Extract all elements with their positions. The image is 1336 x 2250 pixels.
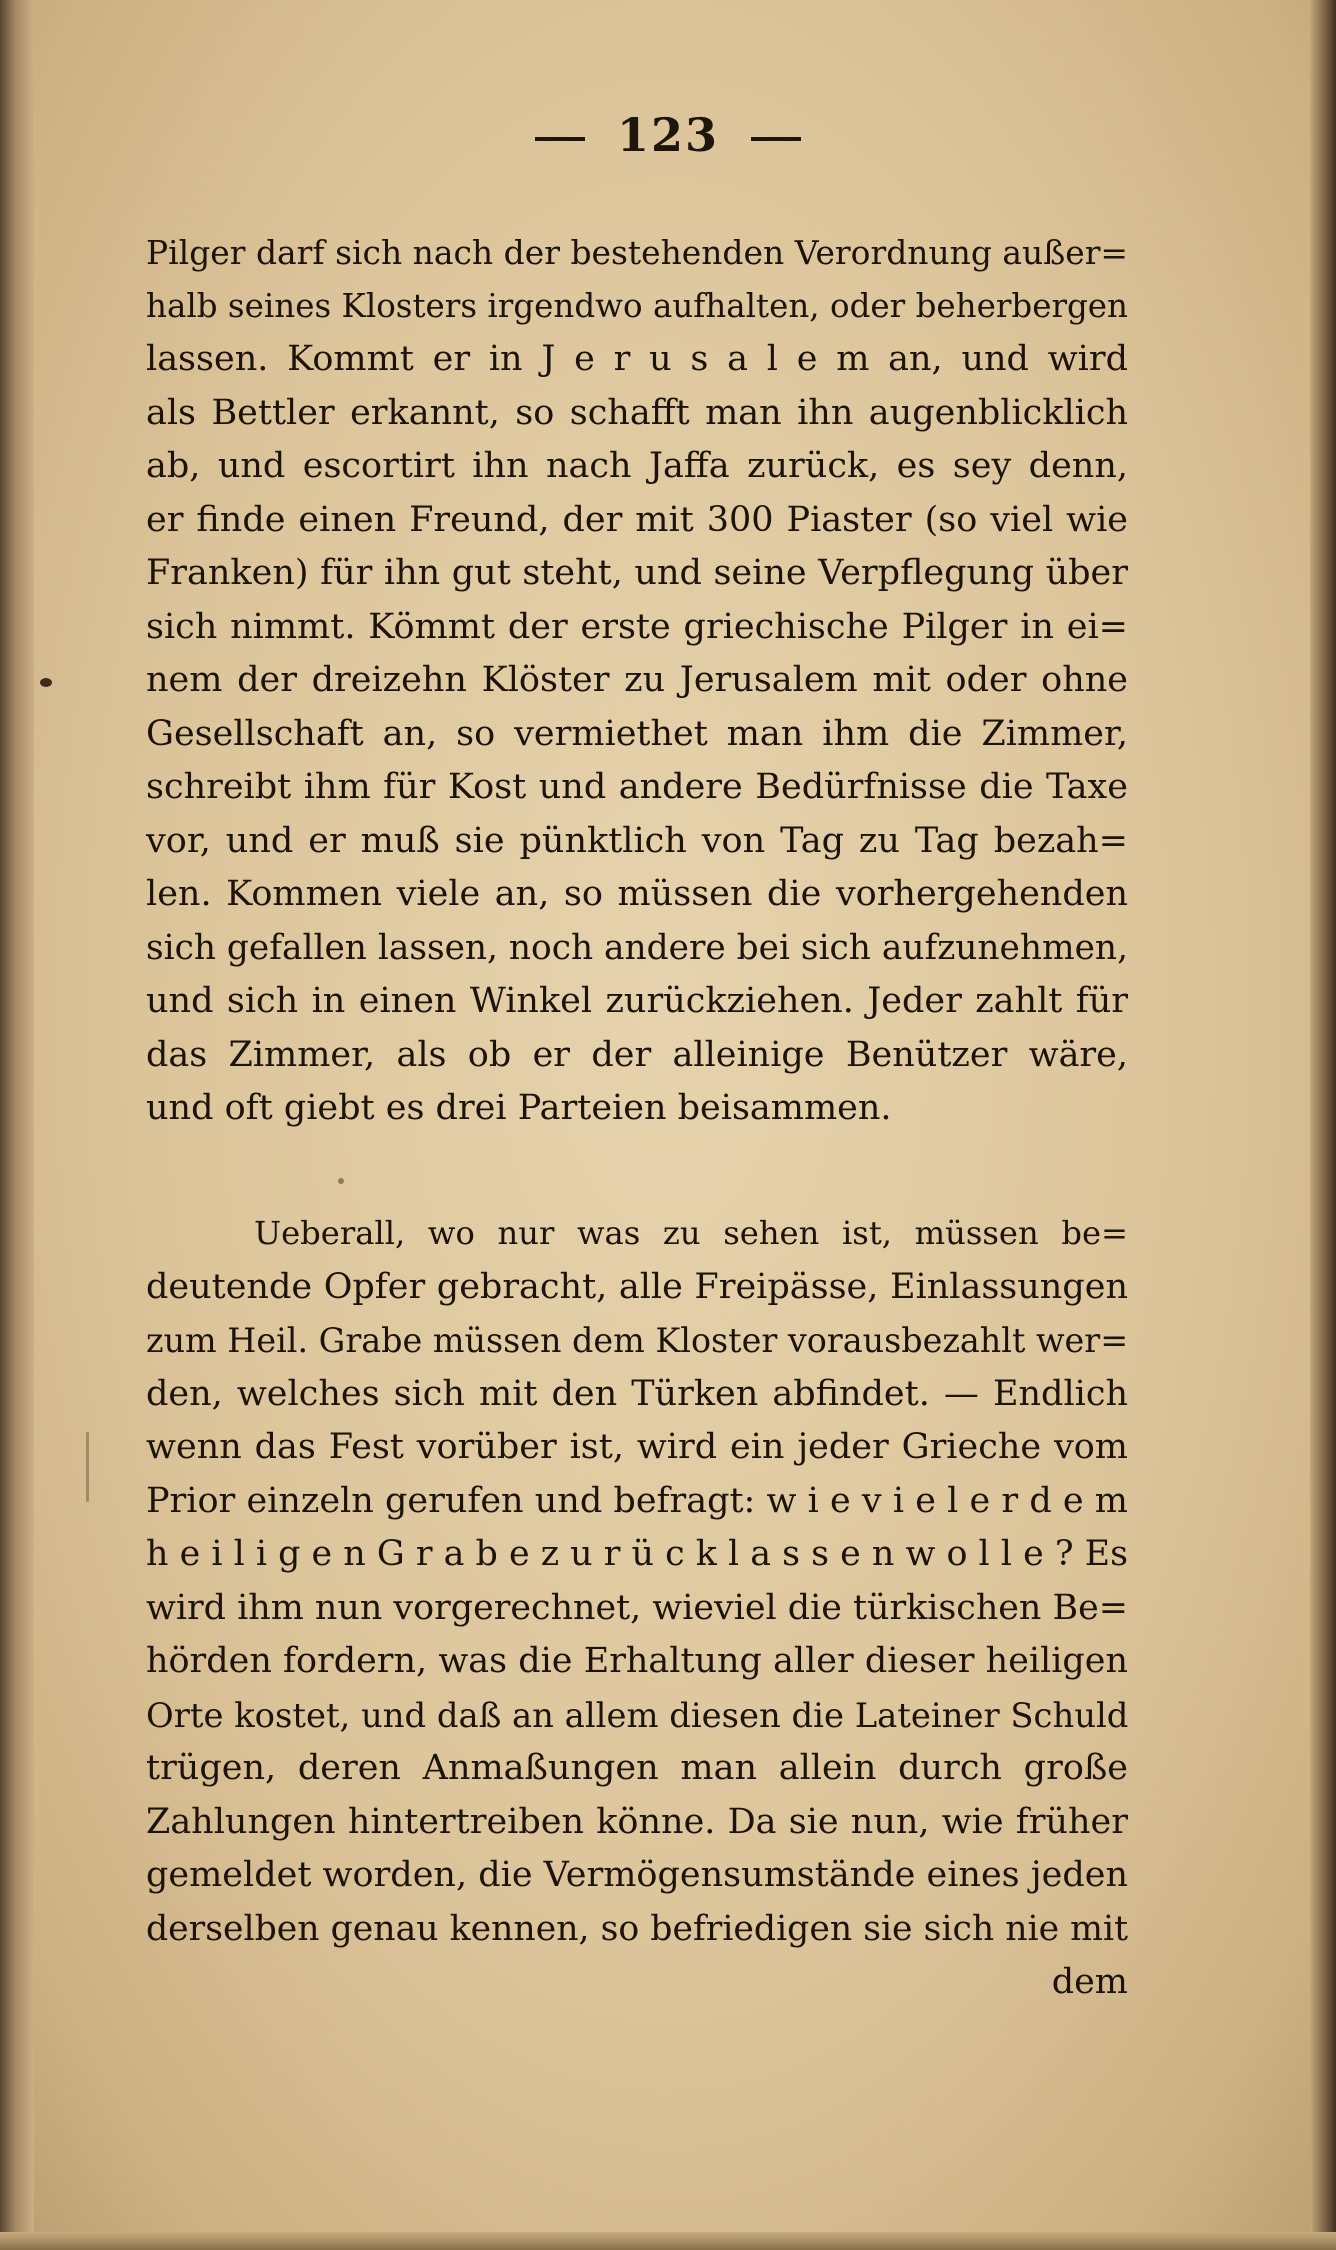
- text-line: wenn das Fest vorüber ist, wird ein jeder Grieche vom: [146, 1427, 1128, 1467]
- text-line: schreibt ihm für Kost und andere Bedürfnisse die Taxe: [146, 767, 1128, 807]
- text-line: als Bettler erkannt, so schafft man ihn augenblicklich: [146, 392, 1128, 433]
- ink-spot: [338, 1178, 344, 1184]
- page-edge: [1310, 0, 1336, 2250]
- paragraph-2: [146, 1207, 1128, 2010]
- text-line: das Zimmer, als ob er der alleinige Benützer wäre,: [146, 1034, 1128, 1075]
- text-line: sich nimmt. Kömmt der erste griechische Pilger in ei=: [146, 606, 1128, 647]
- text-line: Orte kostet, und daß an allem diesen die Lateiner Schuld: [146, 1695, 1129, 1735]
- header-dash-left: [535, 137, 585, 141]
- book-spine-shadow: [0, 0, 34, 2250]
- text-line: Prior einzeln gerufen und befragt: w i e v i e l e r d e m: [146, 1480, 1128, 1521]
- page-number: 123: [616, 108, 720, 162]
- text-line: sich gefallen lassen, noch andere bei sich aufzunehmen,: [146, 927, 1128, 968]
- text-line: lassen. Kommt er in J e r u s a l e m an, und wird: [146, 339, 1128, 379]
- text-line: Pilger darf sich nach der bestehenden Verordnung außer=: [146, 233, 1128, 272]
- text-line: gemeldet worden, die Vermögensumstände eines jeden: [146, 1855, 1128, 1895]
- paragraph-1: [146, 226, 1128, 1136]
- ink-spot: [86, 1432, 89, 1502]
- text-line: trügen, deren Anmaßungen man allein durch große: [146, 1748, 1128, 1788]
- text-line: den, welches sich mit den Türken abfindet. — Endlich: [146, 1373, 1128, 1414]
- text-line: und sich in einen Winkel zurückziehen. Jeder zahlt für: [146, 981, 1128, 1021]
- text-line: nem der dreizehn Klöster zu Jerusalem mit oder ohne: [146, 660, 1128, 700]
- text-line: Gesellschaft an, so vermiethet man ihm die Zimmer,: [146, 713, 1128, 754]
- text-line: Ueberall, wo nur was zu sehen ist, müssen be=: [254, 1214, 1128, 1252]
- text-line: derselben genau kennen, so befriedigen sie sich nie mit: [146, 1908, 1128, 1949]
- text-line: deutende Opfer gebracht, alle Freipässe, Einlassungen: [146, 1266, 1128, 1307]
- text-line: und oft giebt es drei Parteien beisammen.: [146, 1088, 892, 1128]
- text-line: h e i l i g e n G r a b e z u r ü c k l a s s e n w o l l e ? Es: [146, 1534, 1128, 1574]
- header-dash-right: [751, 137, 801, 141]
- catchword: dem: [1051, 1962, 1128, 2002]
- text-line: vor, und er muß sie pünktlich von Tag zu Tag bezah=: [146, 820, 1128, 861]
- text-line: wird ihm nun vorgerechnet, wieviel die türkischen Be=: [146, 1587, 1128, 1628]
- ink-spot: [40, 678, 52, 687]
- text-line: er finde einen Freund, der mit 300 Piaster (so viel wie: [146, 499, 1128, 540]
- text-line: zum Heil. Grabe müssen dem Kloster vorausbezahlt wer=: [146, 1321, 1129, 1360]
- text-line: hörden fordern, was die Erhaltung aller dieser heiligen: [146, 1641, 1128, 1681]
- text-line: Zahlungen hintertreiben könne. Da sie nun, wie früher: [146, 1801, 1128, 1842]
- text-line: Franken) für ihn gut steht, und seine Verpflegung über: [146, 553, 1128, 593]
- text-line: len. Kommen viele an, so müssen die vorhergehenden: [146, 874, 1128, 914]
- text-line: ab, und escortirt ihn nach Jaffa zurück, es sey denn,: [146, 446, 1128, 486]
- page-bottom-edge: [0, 2232, 1336, 2250]
- page-header: [0, 108, 1336, 162]
- text-line: halb seines Klosters irgendwo aufhalten, oder beherbergen: [146, 286, 1128, 325]
